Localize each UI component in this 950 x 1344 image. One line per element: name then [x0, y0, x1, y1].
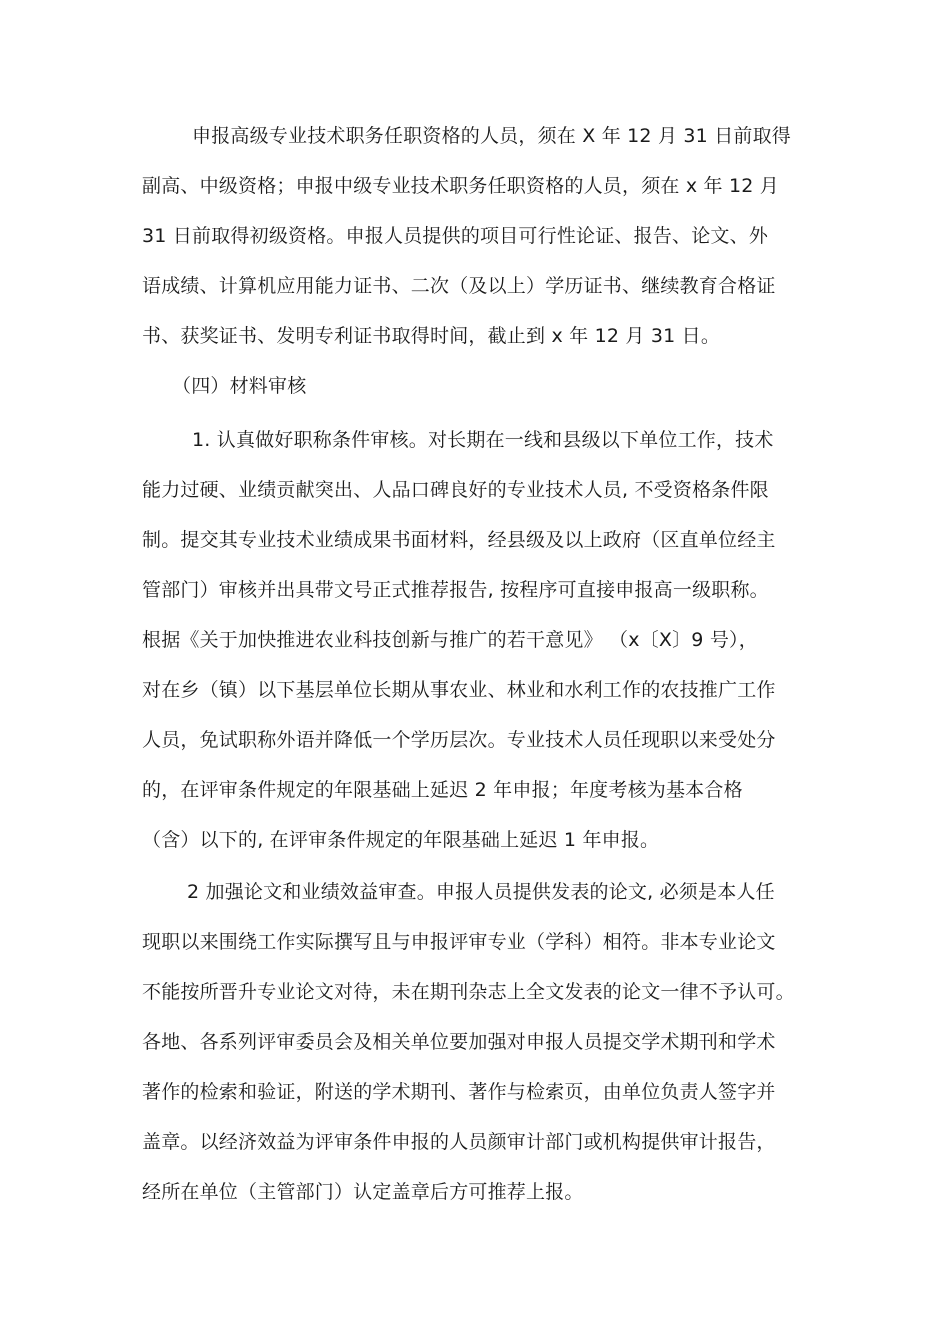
text-line-p3-l7: 经所在单位（主管部门）认定盖章后方可推荐上报。: [142, 1181, 584, 1203]
text-line-p2-l1: 1. 认真做好职称条件审核。对长期在一线和县级以下单位工作，技术: [192, 429, 774, 451]
text-line-p2-l3: 制。提交其专业技术业绩成果书面材料，经县级及以上政府（区直单位经主: [142, 529, 776, 551]
text-line-p3-l2: 现职以来围绕工作实际撰写且与申报评审专业（学科）相符。非本专业论文: [142, 931, 776, 953]
text-line-p2-l5: 根据《关于加快推进农业科技创新与推广的若干意见》 （x〔X〕9 号），: [142, 629, 758, 651]
text-line-p1-l5: 书、获奖证书、发明专利证书取得时间，截止到 x 年 12 月 31 日。: [142, 325, 721, 347]
text-line-p2-l8: 的，在评审条件规定的年限基础上延迟 2 年申报；年度考核为基本合格: [142, 779, 743, 801]
text-line-p3-l1: 2 加强论文和业绩效益审查。申报人员提供发表的论文, 必须是本人任: [187, 881, 775, 903]
text-line-p3-l6: 盖章。以经济效益为评审条件申报的人员颜审计部门或机构提供审计报告，: [142, 1131, 776, 1153]
text-line-h4: （四）材料审核: [172, 375, 307, 397]
text-line-p2-l6: 对在乡（镇）以下基层单位长期从事农业、林业和水利工作的农技推广工作: [142, 679, 776, 701]
text-line-p1-l1: 申报高级专业技术职务任职资格的人员，须在 X 年 12 月 31 日前取得: [192, 125, 792, 147]
text-line-p2-l4: 管部门）审核并出具带文号正式推荐报告, 按程序可直接申报高一级职称。: [142, 579, 769, 601]
text-line-p2-l7: 人员，免试职称外语并降低一个学历层次。专业技术人员任现职以来受处分: [142, 729, 776, 751]
text-line-p3-l3: 不能按所晋升专业论文对待，未在期刊杂志上全文发表的论文一律不予认可。: [142, 981, 795, 1003]
text-line-p3-l4: 各地、各系列评审委员会及相关单位要加强对申报人员提交学术期刊和学术: [142, 1031, 776, 1053]
text-line-p2-l2: 能力过硬、业绩贡献突出、人品口碑良好的专业技术人员, 不受资格条件限: [142, 479, 769, 501]
text-line-p3-l5: 著作的检索和验证，附送的学术期刊、著作与检索页，由单位负责人签字并: [142, 1081, 776, 1103]
text-line-p1-l3: 31 日前取得初级资格。申报人员提供的项目可行性论证、报告、论文、外: [142, 225, 769, 247]
text-line-p2-l9: （含）以下的, 在评审条件规定的年限基础上延迟 1 年申报。: [142, 829, 660, 851]
text-line-p1-l2: 副高、中级资格；申报中级专业技术职务任职资格的人员，须在 x 年 12 月: [142, 175, 779, 197]
text-line-p1-l4: 语成绩、计算机应用能力证书、二次（及以上）学历证书、继续教育合格证: [142, 275, 776, 297]
